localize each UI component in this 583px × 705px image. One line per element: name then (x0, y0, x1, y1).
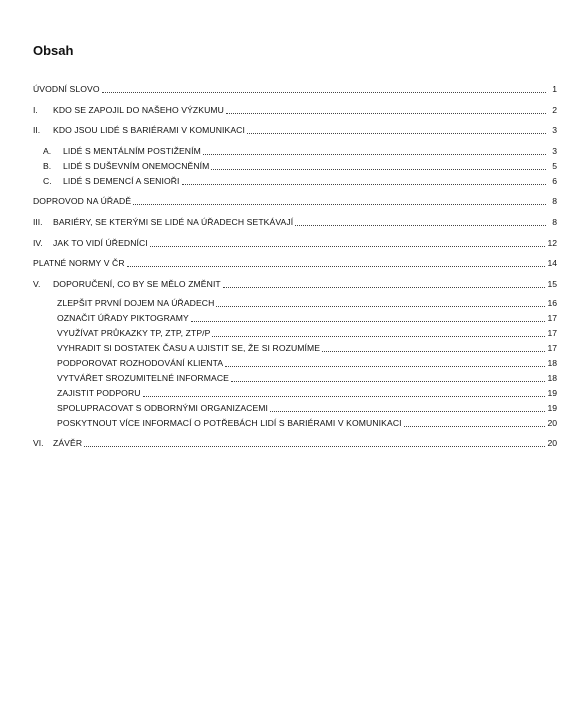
toc-leader-dots (247, 125, 546, 136)
toc-entry-title: DOPORUČENÍ, CO BY SE MĚLO ZMĚNIT (53, 279, 221, 289)
toc-entry[interactable] (43, 146, 557, 157)
toc-entry-page: 8 (552, 196, 557, 206)
toc-entry-page: 3 (552, 125, 557, 135)
toc-entry-title: DOPROVOD NA ÚŘADĚ (33, 196, 132, 206)
toc-entry-page: 12 (547, 238, 557, 248)
toc-entry-page: 15 (547, 279, 557, 289)
toc-entry-page: 19 (547, 388, 557, 398)
toc-entry-number: A. (43, 146, 52, 156)
toc-leader-dots (203, 146, 546, 157)
toc-leader-dots (225, 358, 545, 369)
toc-entry-title: ZAJISTIT PODPORU (57, 388, 141, 398)
toc-entry-page: 3 (552, 146, 557, 156)
toc-entry[interactable] (57, 343, 557, 354)
toc-entry[interactable] (57, 403, 557, 414)
toc-entry-title: POSKYTNOUT VÍCE INFORMACÍ O POTŘEBÁCH LIDÍ S BARIÉRAMI V KOMUNIKACI (57, 418, 402, 428)
toc-leader-dots (150, 238, 546, 249)
toc-leader-dots (270, 403, 545, 414)
toc-entry[interactable] (43, 161, 557, 172)
toc-entry-page: 20 (547, 438, 557, 448)
toc-entry[interactable] (57, 298, 557, 309)
toc-leader-dots (226, 105, 546, 116)
toc-entry[interactable] (57, 388, 557, 399)
toc-entry-title: PODPOROVAT ROZHODOVÁNÍ KLIENTA (57, 358, 224, 368)
toc-entry-title: BARIÉRY, SE KTERÝMI SE LIDÉ NA ÚŘADECH SETKÁVAJÍ (53, 217, 294, 227)
toc-entry-page: 17 (547, 313, 557, 323)
toc-entry-number: IV. (33, 238, 43, 248)
toc-entry-page: 18 (547, 373, 557, 383)
toc-entry-title: KDO JSOU LIDÉ S BARIÉRAMI V KOMUNIKACI (53, 125, 245, 135)
toc-leader-dots (127, 258, 546, 269)
toc-leader-dots (211, 161, 546, 172)
toc-entry[interactable] (57, 418, 557, 429)
toc-entry-page: 17 (547, 328, 557, 338)
toc-entry[interactable] (43, 176, 557, 187)
toc-entry-number: III. (33, 217, 43, 227)
toc-entry-number: II. (33, 125, 41, 135)
toc-leader-dots (191, 313, 546, 324)
toc-entry-page: 6 (552, 176, 557, 186)
toc-entry-page: 14 (547, 258, 557, 268)
toc-leader-dots (212, 328, 545, 339)
toc-entry-page: 2 (552, 105, 557, 115)
toc-entry-title: ZÁVĚR (53, 438, 83, 448)
toc-entry-title: VYTVÁŘET SROZUMITELNÉ INFORMACE (57, 373, 229, 383)
toc-entry[interactable] (57, 358, 557, 369)
toc-entry-page: 17 (547, 343, 557, 353)
toc-leader-dots (133, 196, 546, 207)
toc-leader-dots (216, 298, 545, 309)
toc-entry-page: 20 (547, 418, 557, 428)
toc-entry[interactable] (33, 258, 557, 269)
toc-entry-number: C. (43, 176, 52, 186)
toc-entry-page: 18 (547, 358, 557, 368)
toc-entry-title: LIDÉ S DUŠEVNÍM ONEMOCNĚNÍM (63, 161, 210, 171)
toc-entry-number: B. (43, 161, 52, 171)
toc-entry[interactable] (57, 373, 557, 384)
toc-entry[interactable] (33, 196, 557, 207)
toc-heading: Obsah (33, 43, 74, 58)
toc-leader-dots (404, 418, 546, 429)
toc-entry-page: 8 (552, 217, 557, 227)
toc-entry-title: LIDÉ S MENTÁLNÍM POSTIŽENÍM (63, 146, 201, 156)
toc-entry-number: VI. (33, 438, 44, 448)
toc-entry-title: SPOLUPRACOVAT S ODBORNÝMI ORGANIZACEMI (57, 403, 269, 413)
toc-entry[interactable] (33, 238, 557, 249)
toc-leader-dots (231, 373, 545, 384)
toc-entry-title: ZLEPŠIT PRVNÍ DOJEM NA ÚŘADECH (57, 298, 215, 308)
toc-entry-title: OZNAČIT ÚŘADY PIKTOGRAMY (57, 313, 189, 323)
toc-entry-title: JAK TO VIDÍ ÚŘEDNÍCI (53, 238, 148, 248)
toc-entry-title: VYHRADIT SI DOSTATEK ČASU A UJISTIT SE, ŽE SI ROZUMÍME (57, 343, 321, 353)
toc-entry-title: PLATNÉ NORMY V ČR (33, 258, 125, 268)
toc-entry[interactable] (33, 217, 557, 228)
toc-entry-title: LIDÉ S DEMENCÍ A SENIOŘI (63, 176, 180, 186)
toc-entry[interactable] (33, 279, 557, 290)
toc-leader-dots (182, 176, 546, 187)
toc-entry-page: 1 (552, 84, 557, 94)
toc-leader-dots (295, 217, 546, 228)
toc-entry-title: ÚVODNÍ SLOVO (33, 84, 100, 94)
toc-entry[interactable] (57, 328, 557, 339)
toc-leader-dots (143, 388, 546, 399)
toc-entry-page: 19 (547, 403, 557, 413)
toc-entry-page: 16 (547, 298, 557, 308)
toc-leader-dots (322, 343, 545, 354)
toc-leader-dots (223, 279, 546, 290)
toc-entry[interactable] (33, 438, 557, 449)
toc-entry-number: I. (33, 105, 38, 115)
toc-entry[interactable] (57, 313, 557, 324)
toc-entry[interactable] (33, 84, 557, 95)
toc-leader-dots (102, 84, 546, 95)
toc-entry-page: 5 (552, 161, 557, 171)
toc-entry[interactable] (33, 125, 557, 136)
toc-entry-number: V. (33, 279, 41, 289)
toc-leader-dots (84, 438, 545, 449)
toc-entry[interactable] (33, 105, 557, 116)
toc-entry-title: VYUŽÍVAT PRŮKAZKY TP, ZTP, ZTP/P (57, 328, 211, 338)
toc-entry-title: KDO SE ZAPOJIL DO NAŠEHO VÝZKUMU (53, 105, 224, 115)
